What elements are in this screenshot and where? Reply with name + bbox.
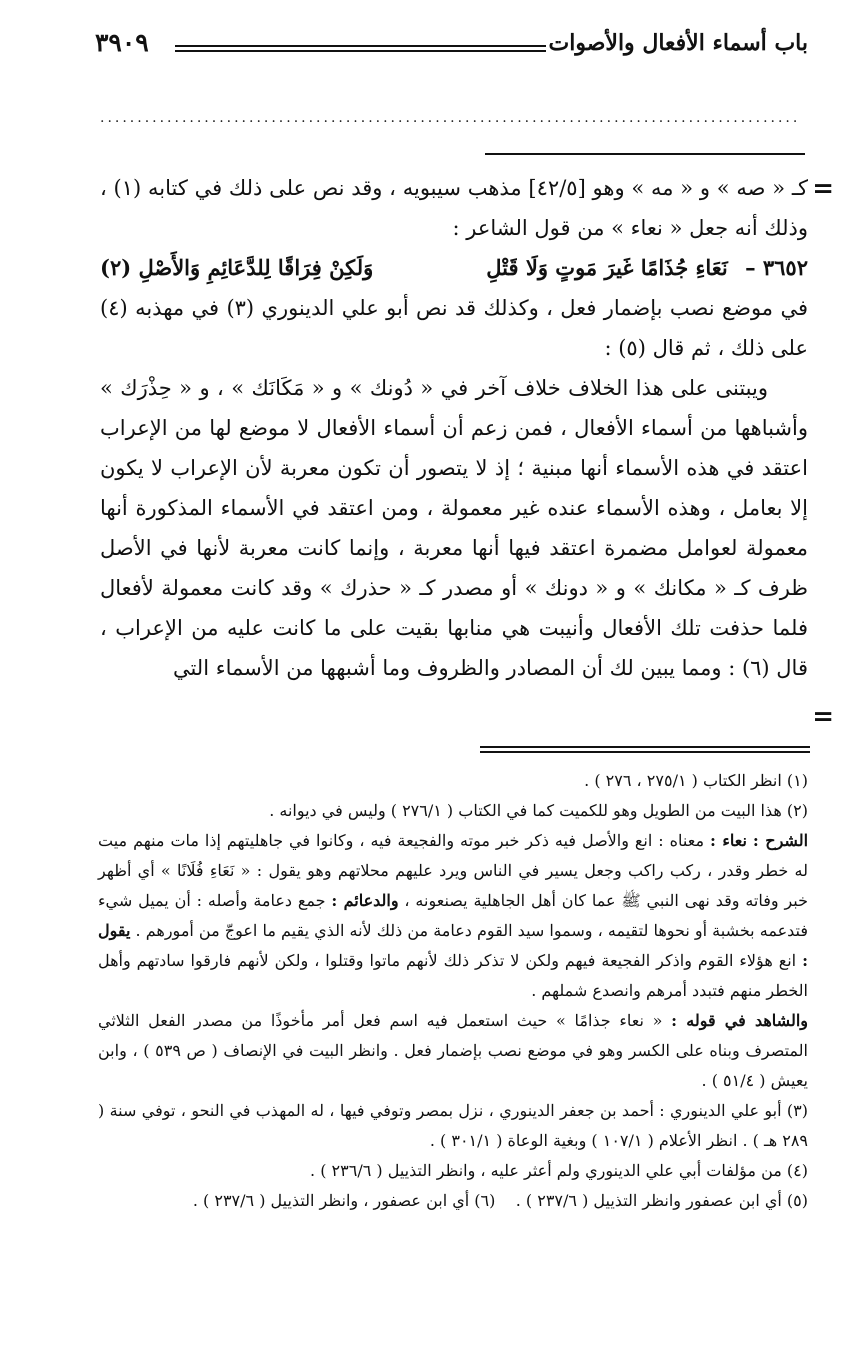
- footnote-rule: [480, 746, 810, 753]
- witness-text: « نعاء جذامًا » حيث استعمل فيه اسم فعل أمر مأخوذًا من مصدر الفعل الثلاثي المتصرف وبناه على الكسر وهو في موضع نصب بإضمار فعل . وانظر البيت في الإنصاف ( ص ٥٣٩ ) ، وابن يعيش ( ٥١/٤ ) .: [98, 1011, 809, 1090]
- continuation-mark-top: =: [812, 174, 834, 204]
- paragraph-1: كـ « صه » و « مه » وهو [٤٢/٥] مذهب سيبويه ، وقد نص على ذلك في كتابه (١) ، وذلك أنه جعل « نعاء » من قول الشاعر :: [100, 176, 808, 240]
- paragraph-3: ويبتنى على هذا الخلاف خلاف آخر في « دُونك » و « مَكَانَك » ، و « حِذْرَك » وأشباهها من أسماء الأفعال ، فمن زعم أن أسماء الأفعال لا موضع لها من الإعراب اعتقد في هذه الأسماء أنها مبنية ؛ إذ لا يتصور أن تكون معربة لأن الإعراب لا يكون إلا بعامل ، وهذه الأسماء عنده غير معمولة ، ومن اعتقد في الأسماء المذكورة أنها معمولة لعوامل مضمرة اعتقد فيها أنها معربة ، وإنما كانت معربة لأنها في الأصل ظرف كـ « مكانك » و « دونك » أو مصدر كـ « حذرك » وقد كانت معمولة لأفعال فلما حذفت تلك الأفعال وأنيبت هي منابها بقيت على ما كانت عليه من الإعراب ، قال (٦) : ومما يبين لك أن المصادر والظروف وما أشبهها من الأسماء التي: [100, 376, 808, 680]
- running-header: [95, 28, 808, 68]
- chapter-title: باب أسماء الأفعال والأصوات: [548, 30, 808, 56]
- commentary-term-naa: نعاء :: [710, 831, 747, 850]
- dotted-separator: ..............................................................................................: [100, 110, 801, 124]
- continuation-mark-bottom: =: [812, 702, 834, 732]
- footnote-witness: [98, 1006, 808, 1096]
- verse-hemistich-1: ٣٦٥٢ – نَعَاءِ جُذَامًا غَيرَ مَوتٍ وَلَا قَتْلِ: [486, 255, 808, 280]
- commentary-term-daaim: والدعائم :: [331, 891, 399, 910]
- commentary-label: الشرح :: [752, 831, 809, 850]
- poetry-verse: [100, 248, 808, 288]
- footnote-5: (٥) أي ابن عصفور وانظر التذييل ( ٢٣٧/٦ ) .: [515, 1191, 808, 1210]
- commentary-text-2: جمع دعامة وأصله : أن يميل شيء فتدعمه بخشبة أو نحوها لتقيمه ، وسموا سيد القوم دعامة من ذلك لأنه الذي يقيم ما اعوجّ من أمورهم .: [98, 891, 808, 940]
- footnote-3: (٣) أبو علي الدينوري : أحمد بن جعفر الدينوري ، نزل بمصر وتوفي فيها ، له المهذب في النحو ، توفي سنة ( ٢٨٩ هـ ) . انظر الأعلام ( ١٠٧/١ ) وبغية الوعاة ( ٣٠١/١ ) .: [98, 1101, 808, 1150]
- header-double-rule: [175, 45, 546, 52]
- footnote-6: (٦) أي ابن عصفور ، وانظر التذييل ( ٢٣٧/٦ ) .: [192, 1191, 496, 1210]
- commentary-yaqul-text: انع هؤلاء القوم واذكر الفجيعة فيهم ولكن لا تذكر ذلك لأنهم ماتوا وقتلوا ، ولكن لأنهم فارقوا سادتهم وأهل الخطر منهم فتبدد أمرهم وانصدع شملهم .: [98, 951, 808, 1000]
- footnote-commentary: [98, 826, 808, 1006]
- footnote-1: (١) انظر الكتاب ( ٢٧٥/١ ، ٢٧٦ ) .: [584, 771, 808, 790]
- paragraph-2: في موضع نصب بإضمار فعل ، وكذلك قد نص أبو علي الدينوري (٣) في مهذبه (٤) على ذلك ، ثم قال (٥) :: [100, 296, 808, 360]
- commentary-text-1: معناه : انع والأصل فيه ذكر خبر موته والفجيعة فيه ، وكانوا في جاهليتهم إذا مات منهم ميت له خطر وقدر ، ركب راكب وجعل يسير في الناس ويرد عليهم محلاتهم وهو يقول : « نَعَاءِ فُلَانًا » أي أظهر خبر وفاته وقد نهى النبي ﷺ عما كان أهل الجاهلية يصنعونه ،: [98, 831, 808, 910]
- witness-label: والشاهد في قوله :: [671, 1011, 808, 1030]
- verse-hemistich-2: وَلَكِنْ فِرَاقًا لِلدَّعَائِمِ وَالأَصْلِ (٢): [100, 255, 374, 280]
- section-rule: [485, 153, 805, 155]
- footnote-5-6: [98, 1186, 808, 1216]
- footnotes: [98, 766, 808, 1216]
- main-text: [100, 168, 808, 688]
- commentary-yaqul-label: يقول :: [98, 921, 808, 970]
- page-number: ٣٩٠٩: [95, 28, 149, 57]
- verse-number: ٣٦٥٢ –: [745, 255, 808, 280]
- footnote-2: (٢) هذا البيت من الطويل وهو للكميت كما في الكتاب ( ٢٧٦/١ ) وليس في ديوانه .: [269, 801, 808, 820]
- footnote-4: (٤) من مؤلفات أبي علي الدينوري ولم أعثر عليه ، وانظر التذييل ( ٢٣٦/٦ ) .: [310, 1161, 808, 1180]
